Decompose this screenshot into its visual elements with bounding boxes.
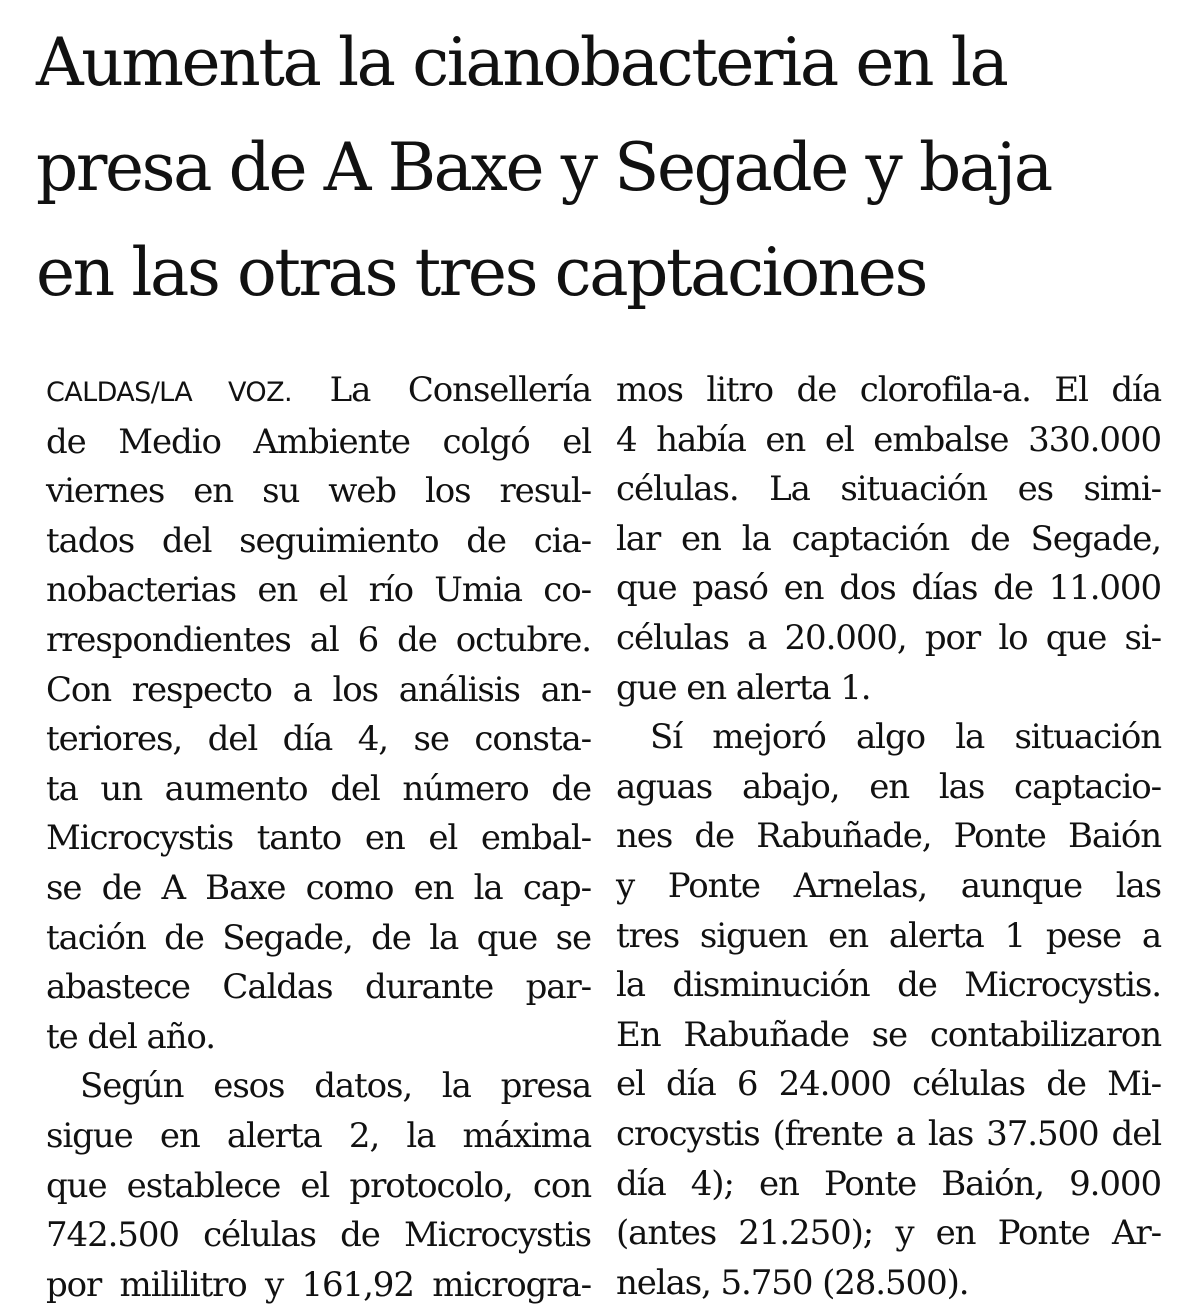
- text-line: te del año.: [46, 1016, 215, 1057]
- text-line: tados del seguimiento de cia-: [46, 520, 591, 561]
- text-line: [46, 366, 591, 418]
- headline-line: presa de A Baxe y Segade y baja: [36, 129, 1051, 206]
- text-line: el día 6 24.000 células de Mi-: [616, 1064, 1161, 1105]
- article-column-right: [616, 366, 1161, 1308]
- text-line: sigue en alerta 2, la máxima: [46, 1115, 591, 1156]
- text-line: teriores, del día 4, se consta-: [46, 719, 591, 760]
- text-line: Con respecto a los análisis an-: [46, 669, 591, 710]
- text-line: Sí mejoró algo la situación: [650, 717, 1161, 758]
- text-line: se de A Baxe como en la cap-: [46, 867, 591, 908]
- article-paragraph-1: [46, 366, 591, 1062]
- text-line: 742.500 células de Microcystis: [46, 1215, 591, 1256]
- text-line: (antes 21.250); y en Ponte Ar-: [616, 1213, 1161, 1254]
- text-line: tación de Segade, de la que se: [46, 917, 591, 958]
- article-paragraph-2: [46, 1062, 591, 1310]
- text-line: mos litro de clorofila-a. El día: [616, 370, 1161, 410]
- headline-line: Aumenta la cianobacteria en la: [36, 24, 1007, 101]
- text-fragment: La Consellería: [329, 370, 591, 410]
- article-paragraph-3: [616, 713, 1161, 1308]
- text-line: ta un aumento del número de: [46, 768, 591, 809]
- headline-line: en las otras tres captaciones: [36, 234, 926, 311]
- text-line: gue en alerta 1.: [616, 667, 871, 708]
- text-line: viernes en su web los resul-: [46, 471, 591, 512]
- text-line: lar en la captación de Segade,: [616, 518, 1161, 559]
- text-line: crocystis (frente a las 37.500 del: [616, 1113, 1161, 1154]
- text-line: que pasó en dos días de 11.000: [616, 568, 1161, 609]
- text-line: abastece Caldas durante par-: [46, 967, 591, 1008]
- text-line: la disminución de Microcystis.: [616, 965, 1161, 1006]
- text-line: nes de Rabuñade, Ponte Baión: [616, 816, 1161, 857]
- text-line: tres siguen en alerta 1 pese a: [616, 915, 1161, 956]
- text-line: aguas abajo, en las captacio-: [616, 766, 1161, 807]
- text-line: y Ponte Arnelas, aunque las: [616, 865, 1161, 906]
- text-line: por mililitro y 161,92 microgra-: [46, 1264, 591, 1305]
- text-line: Microcystis tanto en el embal-: [46, 818, 591, 859]
- text-line: Según esos datos, la presa: [80, 1066, 591, 1107]
- text-line: nelas, 5.750 (28.500).: [616, 1262, 969, 1303]
- dateline: CALDAS/LA VOZ.: [46, 377, 292, 408]
- headline: [36, 10, 1156, 325]
- article-column-left: [46, 366, 591, 1310]
- text-line: En Rabuñade se contabilizaron: [616, 1014, 1161, 1055]
- text-line: que establece el protocolo, con: [46, 1165, 591, 1206]
- text-line: rrespondientes al 6 de octubre.: [46, 619, 591, 660]
- text-line: células. La situación es simi-: [616, 469, 1161, 510]
- text-line: día 4); en Ponte Baión, 9.000: [616, 1163, 1161, 1204]
- article-paragraph-2-continued: [616, 366, 1161, 713]
- text-line: de Medio Ambiente colgó el: [46, 421, 591, 462]
- text-line: células a 20.000, por lo que si-: [616, 617, 1161, 658]
- text-line: 4 había en el embalse 330.000: [616, 419, 1161, 460]
- text-line: nobacterias en el río Umia co-: [46, 570, 591, 611]
